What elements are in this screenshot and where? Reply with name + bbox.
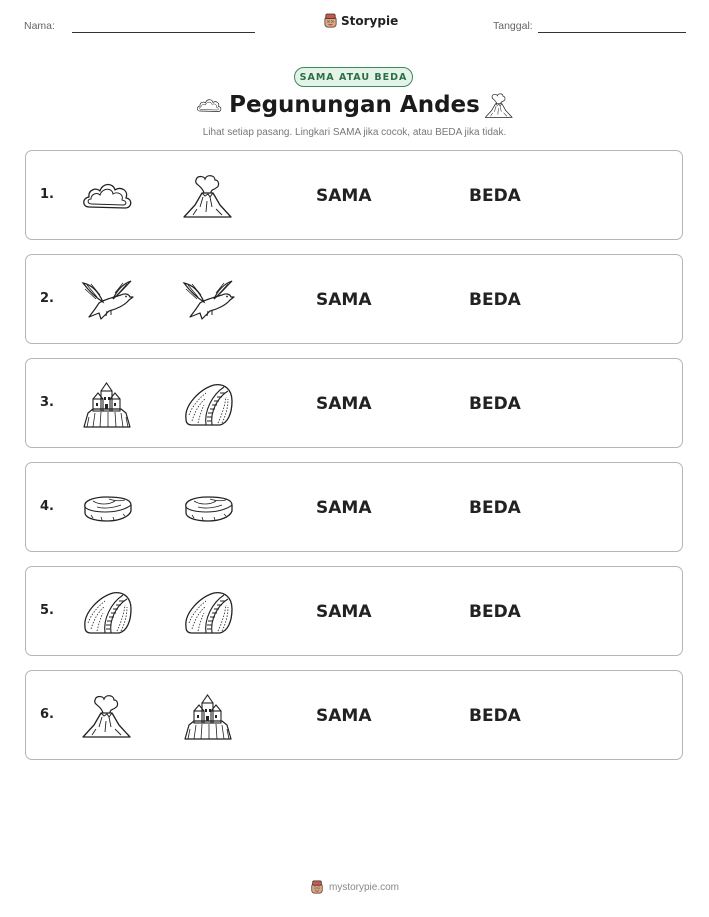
storypie-mascot-icon xyxy=(323,13,338,28)
exercise-row xyxy=(25,566,683,656)
row-number: 6. xyxy=(40,707,54,722)
name-label: Nama: xyxy=(24,20,55,32)
volcano-icon xyxy=(483,90,515,122)
citadel-icon xyxy=(79,379,135,431)
terraced-hill-icon xyxy=(79,587,135,639)
brand-logo xyxy=(323,13,398,28)
row-number: 3. xyxy=(40,395,54,410)
row-number: 2. xyxy=(40,291,54,306)
exercise-row xyxy=(25,254,683,344)
terraced-hill-icon xyxy=(180,379,236,431)
row-number: 5. xyxy=(40,603,54,618)
date-field-line[interactable] xyxy=(538,32,686,33)
terraced-hill-icon xyxy=(180,587,236,639)
same-option[interactable]: SAMA xyxy=(316,290,372,310)
volcano-icon xyxy=(79,691,135,743)
different-option[interactable]: BEDA xyxy=(469,186,521,206)
different-option[interactable]: BEDA xyxy=(469,706,521,726)
activity-badge: SAMA ATAU BEDA xyxy=(294,67,413,87)
citadel-icon xyxy=(180,691,236,743)
exercise-row xyxy=(25,150,683,240)
brand-name: Storypie xyxy=(341,13,399,28)
same-option[interactable]: SAMA xyxy=(316,498,372,518)
volcano-icon xyxy=(180,171,236,223)
page-title: Pegunungan Andes xyxy=(229,92,480,118)
same-option[interactable]: SAMA xyxy=(316,394,372,414)
same-option[interactable]: SAMA xyxy=(316,186,372,206)
different-option[interactable]: BEDA xyxy=(469,602,521,622)
date-label: Tanggal: xyxy=(493,20,533,32)
bird-icon xyxy=(79,275,135,327)
rock-slab-icon xyxy=(79,483,135,535)
exercise-row xyxy=(25,358,683,448)
different-option[interactable]: BEDA xyxy=(469,394,521,414)
exercise-row xyxy=(25,670,683,760)
different-option[interactable]: BEDA xyxy=(469,290,521,310)
exercise-row xyxy=(25,462,683,552)
instructions: Lihat setiap pasang. Lingkari SAMA jika cocok, atau BEDA jika tidak. xyxy=(202,127,507,138)
same-option[interactable]: SAMA xyxy=(316,602,372,622)
different-option[interactable]: BEDA xyxy=(469,498,521,518)
row-number: 1. xyxy=(40,187,54,202)
cloud-icon xyxy=(79,171,135,223)
footer-url: mystorypie.com xyxy=(328,881,399,893)
same-option[interactable]: SAMA xyxy=(316,706,372,726)
bird-icon xyxy=(180,275,236,327)
footer xyxy=(0,880,709,894)
storypie-mascot-icon xyxy=(310,880,324,894)
name-field-line[interactable] xyxy=(72,32,255,33)
row-number: 4. xyxy=(40,499,54,514)
rock-slab-icon xyxy=(180,483,236,535)
